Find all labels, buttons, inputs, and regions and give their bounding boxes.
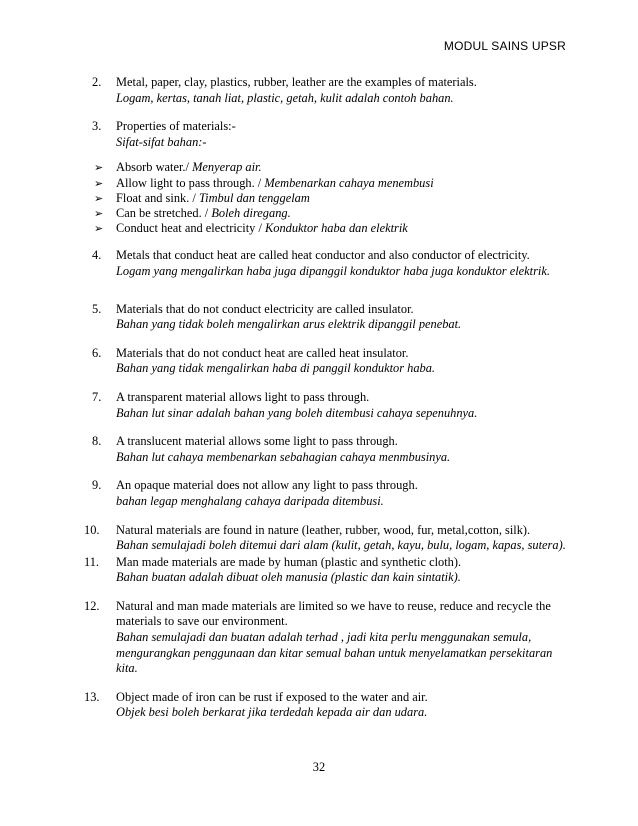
english-text: Natural materials are found in nature (leather, rubber, wood, fur, metal,cotton, silk). bbox=[116, 522, 531, 537]
malay-text: Bahan buatan adalah dibuat oleh manusia (plastic dan kain sintatik). bbox=[116, 570, 461, 585]
malay-text: Bahan lut cahaya membenarkan sebahagian cahaya menmbusinya. bbox=[116, 449, 451, 464]
list-item-11 bbox=[84, 554, 572, 586]
english-text: Can be stretched. / bbox=[116, 205, 212, 220]
malay-text: Logam yang mengalirkan haba juga dipanggil konduktor haba juga konduktor elektrik. bbox=[116, 263, 550, 278]
bullet-item bbox=[92, 160, 572, 175]
english-text: An opaque material does not allow any light to pass through. bbox=[116, 478, 418, 493]
malay-text: Timbul dan tenggelam bbox=[198, 190, 310, 205]
list-item-9 bbox=[92, 478, 572, 509]
malay-text: Sifat-sifat bahan:- bbox=[116, 134, 207, 149]
malay-text: Bahan yang tidak mengalirkan haba di panggil konduktor haba. bbox=[116, 361, 436, 376]
english-text: Float and sink. / bbox=[116, 190, 199, 205]
malay-text: Bahan semulajadi boleh ditemui dari alam (kulit, getah, kayu, bulu, logam, kapas, sutera). bbox=[116, 538, 566, 553]
arrow-bullet-icon: ➢ bbox=[94, 222, 104, 236]
document-body bbox=[84, 75, 572, 721]
english-text: Natural and man made materials are limited so we have to reuse, reduce and recycle the materials to save our environment. bbox=[116, 598, 551, 629]
list-item-7 bbox=[92, 390, 572, 421]
malay-text: Konduktor haba dan elektrik bbox=[264, 221, 408, 236]
item-number: 3. bbox=[92, 119, 102, 134]
properties-bullet-list bbox=[92, 160, 572, 236]
english-text: Conduct heat and electricity / bbox=[116, 221, 265, 236]
english-text: Materials that do not conduct heat are called heat insulator. bbox=[116, 345, 409, 360]
malay-text: Logam, kertas, tanah liat, plastic, getah, kulit adalah contoh bahan. bbox=[116, 90, 454, 105]
english-text: Metals that conduct heat are called heat conductor and also conductor of electricity. bbox=[116, 248, 530, 263]
malay-text: Menyerap air. bbox=[192, 160, 262, 175]
malay-text: bahan legap menghalang cahaya daripada ditembusi. bbox=[116, 493, 384, 508]
malay-text: Objek besi boleh berkarat jika terdedah kepada air dan udara. bbox=[116, 705, 428, 720]
list-item-4 bbox=[92, 248, 572, 279]
item-number: 13. bbox=[84, 689, 100, 704]
item-number: 10. bbox=[84, 522, 100, 537]
arrow-bullet-icon: ➢ bbox=[94, 176, 104, 190]
item-number: 5. bbox=[92, 301, 102, 316]
arrow-bullet-icon: ➢ bbox=[94, 161, 104, 175]
english-text: A translucent material allows some light to pass through. bbox=[116, 434, 398, 449]
english-text: Properties of materials:- bbox=[116, 119, 236, 134]
item-number: 2. bbox=[92, 75, 102, 89]
bullet-item bbox=[92, 206, 572, 221]
item-number: 6. bbox=[92, 345, 102, 360]
item-number: 4. bbox=[92, 248, 102, 263]
bullet-item bbox=[92, 191, 572, 206]
item-number: 11. bbox=[84, 554, 100, 569]
item-number: 9. bbox=[92, 478, 102, 493]
list-item-13 bbox=[84, 689, 572, 721]
bullet-item bbox=[92, 221, 572, 236]
english-text: A transparent material allows light to pass through. bbox=[116, 389, 370, 404]
list-item-8 bbox=[92, 434, 572, 465]
english-text: Materials that do not conduct electricity are called insulator. bbox=[116, 301, 414, 316]
item-number: 8. bbox=[92, 434, 102, 449]
english-text: Object made of iron can be rust if exposed to the water and air. bbox=[116, 689, 428, 704]
item-number: 12. bbox=[84, 598, 100, 613]
item-number: 7. bbox=[92, 389, 102, 404]
english-text: Allow light to pass through. / bbox=[116, 175, 265, 190]
list-item-10 bbox=[84, 522, 572, 554]
arrow-bullet-icon: ➢ bbox=[94, 191, 104, 205]
malay-text: Bahan lut sinar adalah bahan yang boleh ditembusi cahaya sepenuhnya. bbox=[116, 405, 478, 420]
malay-text: Bahan semulajadi dan buatan adalah terhad , jadi kita perlu menggunakan semula, mengurangkan penggunaan dan kitar semual bahan untuk menyelamatkan persekitaran kita. bbox=[116, 630, 553, 676]
malay-text: Bahan yang tidak boleh mengalirkan arus elektrik dipanggil penebat. bbox=[116, 317, 462, 332]
list-item-2 bbox=[92, 75, 572, 106]
arrow-bullet-icon: ➢ bbox=[94, 206, 104, 220]
malay-text: Membenarkan cahaya menembusi bbox=[264, 175, 434, 190]
malay-text: Boleh diregang. bbox=[211, 205, 291, 220]
list-item-6 bbox=[92, 346, 572, 377]
bullet-item bbox=[92, 176, 572, 191]
page-number: 32 bbox=[312, 760, 326, 774]
page-header: MODUL SAINS UPSR bbox=[443, 39, 566, 53]
list-item-12 bbox=[84, 598, 572, 677]
list-item-3 bbox=[92, 119, 572, 150]
english-text: Metal, paper, clay, plastics, rubber, leather are the examples of materials. bbox=[116, 75, 477, 89]
list-item-5 bbox=[92, 302, 572, 333]
english-text: Absorb water./ bbox=[116, 160, 193, 175]
english-text: Man made materials are made by human (plastic and synthetic cloth). bbox=[116, 554, 462, 569]
